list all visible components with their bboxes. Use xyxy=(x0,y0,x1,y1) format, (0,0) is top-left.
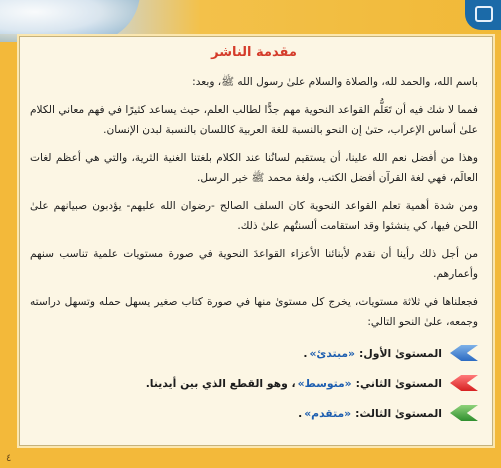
paragraph-levels-intro: فجعلناها في ثلاثة مستويات، يخرج كل مستوىٰ منها في صورة كتاب صغير يسهل حمله وتسهل دراسته وجمعه، علىٰ النحو التالي: xyxy=(30,296,478,328)
paragraph-opening: باسم الله، والحمد لله، والصلاة والسلام علىٰ رسول الله ﷺ، وبعد: xyxy=(192,76,478,88)
level-note: ، وهو القطع الذي بين أيدينا. xyxy=(145,376,296,390)
level-note: . xyxy=(303,346,308,360)
level-name: المستوىٰ الأول: xyxy=(359,346,442,360)
level-item-intermediate xyxy=(30,370,478,396)
paragraph-predecessors: ومن شدة أهمية تعلم القواعد النحوية كان السلف الصالح -رضوان الله عليهم- يؤدبون صبيانهم علىٰ اللحن فيها، كي ينشئوا وقد استقامت ألسنتُهم علىٰ ذلك. xyxy=(30,200,478,232)
arrow-icon xyxy=(450,345,478,361)
level-item-advanced xyxy=(30,400,478,426)
level-value: «متوسط» xyxy=(297,376,352,390)
paragraph-purpose: من أجل ذلك رأينا أن نقدم لأبنائنا الأعزاء القواعدَ النحوية في صورة مستويات علمية تناسب سنهم وأعمارهم. xyxy=(30,248,478,280)
page-number: ٤ xyxy=(6,453,12,464)
level-name: المستوىٰ الثالث: xyxy=(355,406,442,420)
paragraph-grammar-importance: فمما لا شك فيه أن تَعَلُّم القواعد النحوية مهم جدًّا لطالب العلم، حيث يساعد كثيرًا في فهم معاني الكلام علىٰ أساس الإعراب، حتىٰ إن النحو بالنسبة للغة العربية كاللسان بالنسبة لبدن الإنسان. xyxy=(30,104,478,136)
level-value: «مبتدئ» xyxy=(309,346,356,360)
levels-list xyxy=(30,340,478,426)
level-value: «متقدم» xyxy=(304,406,352,420)
arrow-icon xyxy=(450,375,478,391)
paragraph-blessing: وهذا من أفضل نعم الله علينا، أن يستقيم لسانُنا عند الكلام بلغتنا الغنية الثرية، والتي هي أعظم لغات العالَم، فهي لغة القرآن أفضل الكتب، ولغة محمد ﷺ خير الرسل. xyxy=(30,152,478,184)
document-page xyxy=(19,36,493,446)
page-title: مقدمة الناشر xyxy=(211,45,297,60)
level-name: المستوىٰ الثاني: xyxy=(355,376,442,390)
level-note: . xyxy=(298,406,303,420)
book-icon xyxy=(465,0,501,30)
level-item-beginner xyxy=(30,340,478,366)
arrow-icon xyxy=(450,405,478,421)
